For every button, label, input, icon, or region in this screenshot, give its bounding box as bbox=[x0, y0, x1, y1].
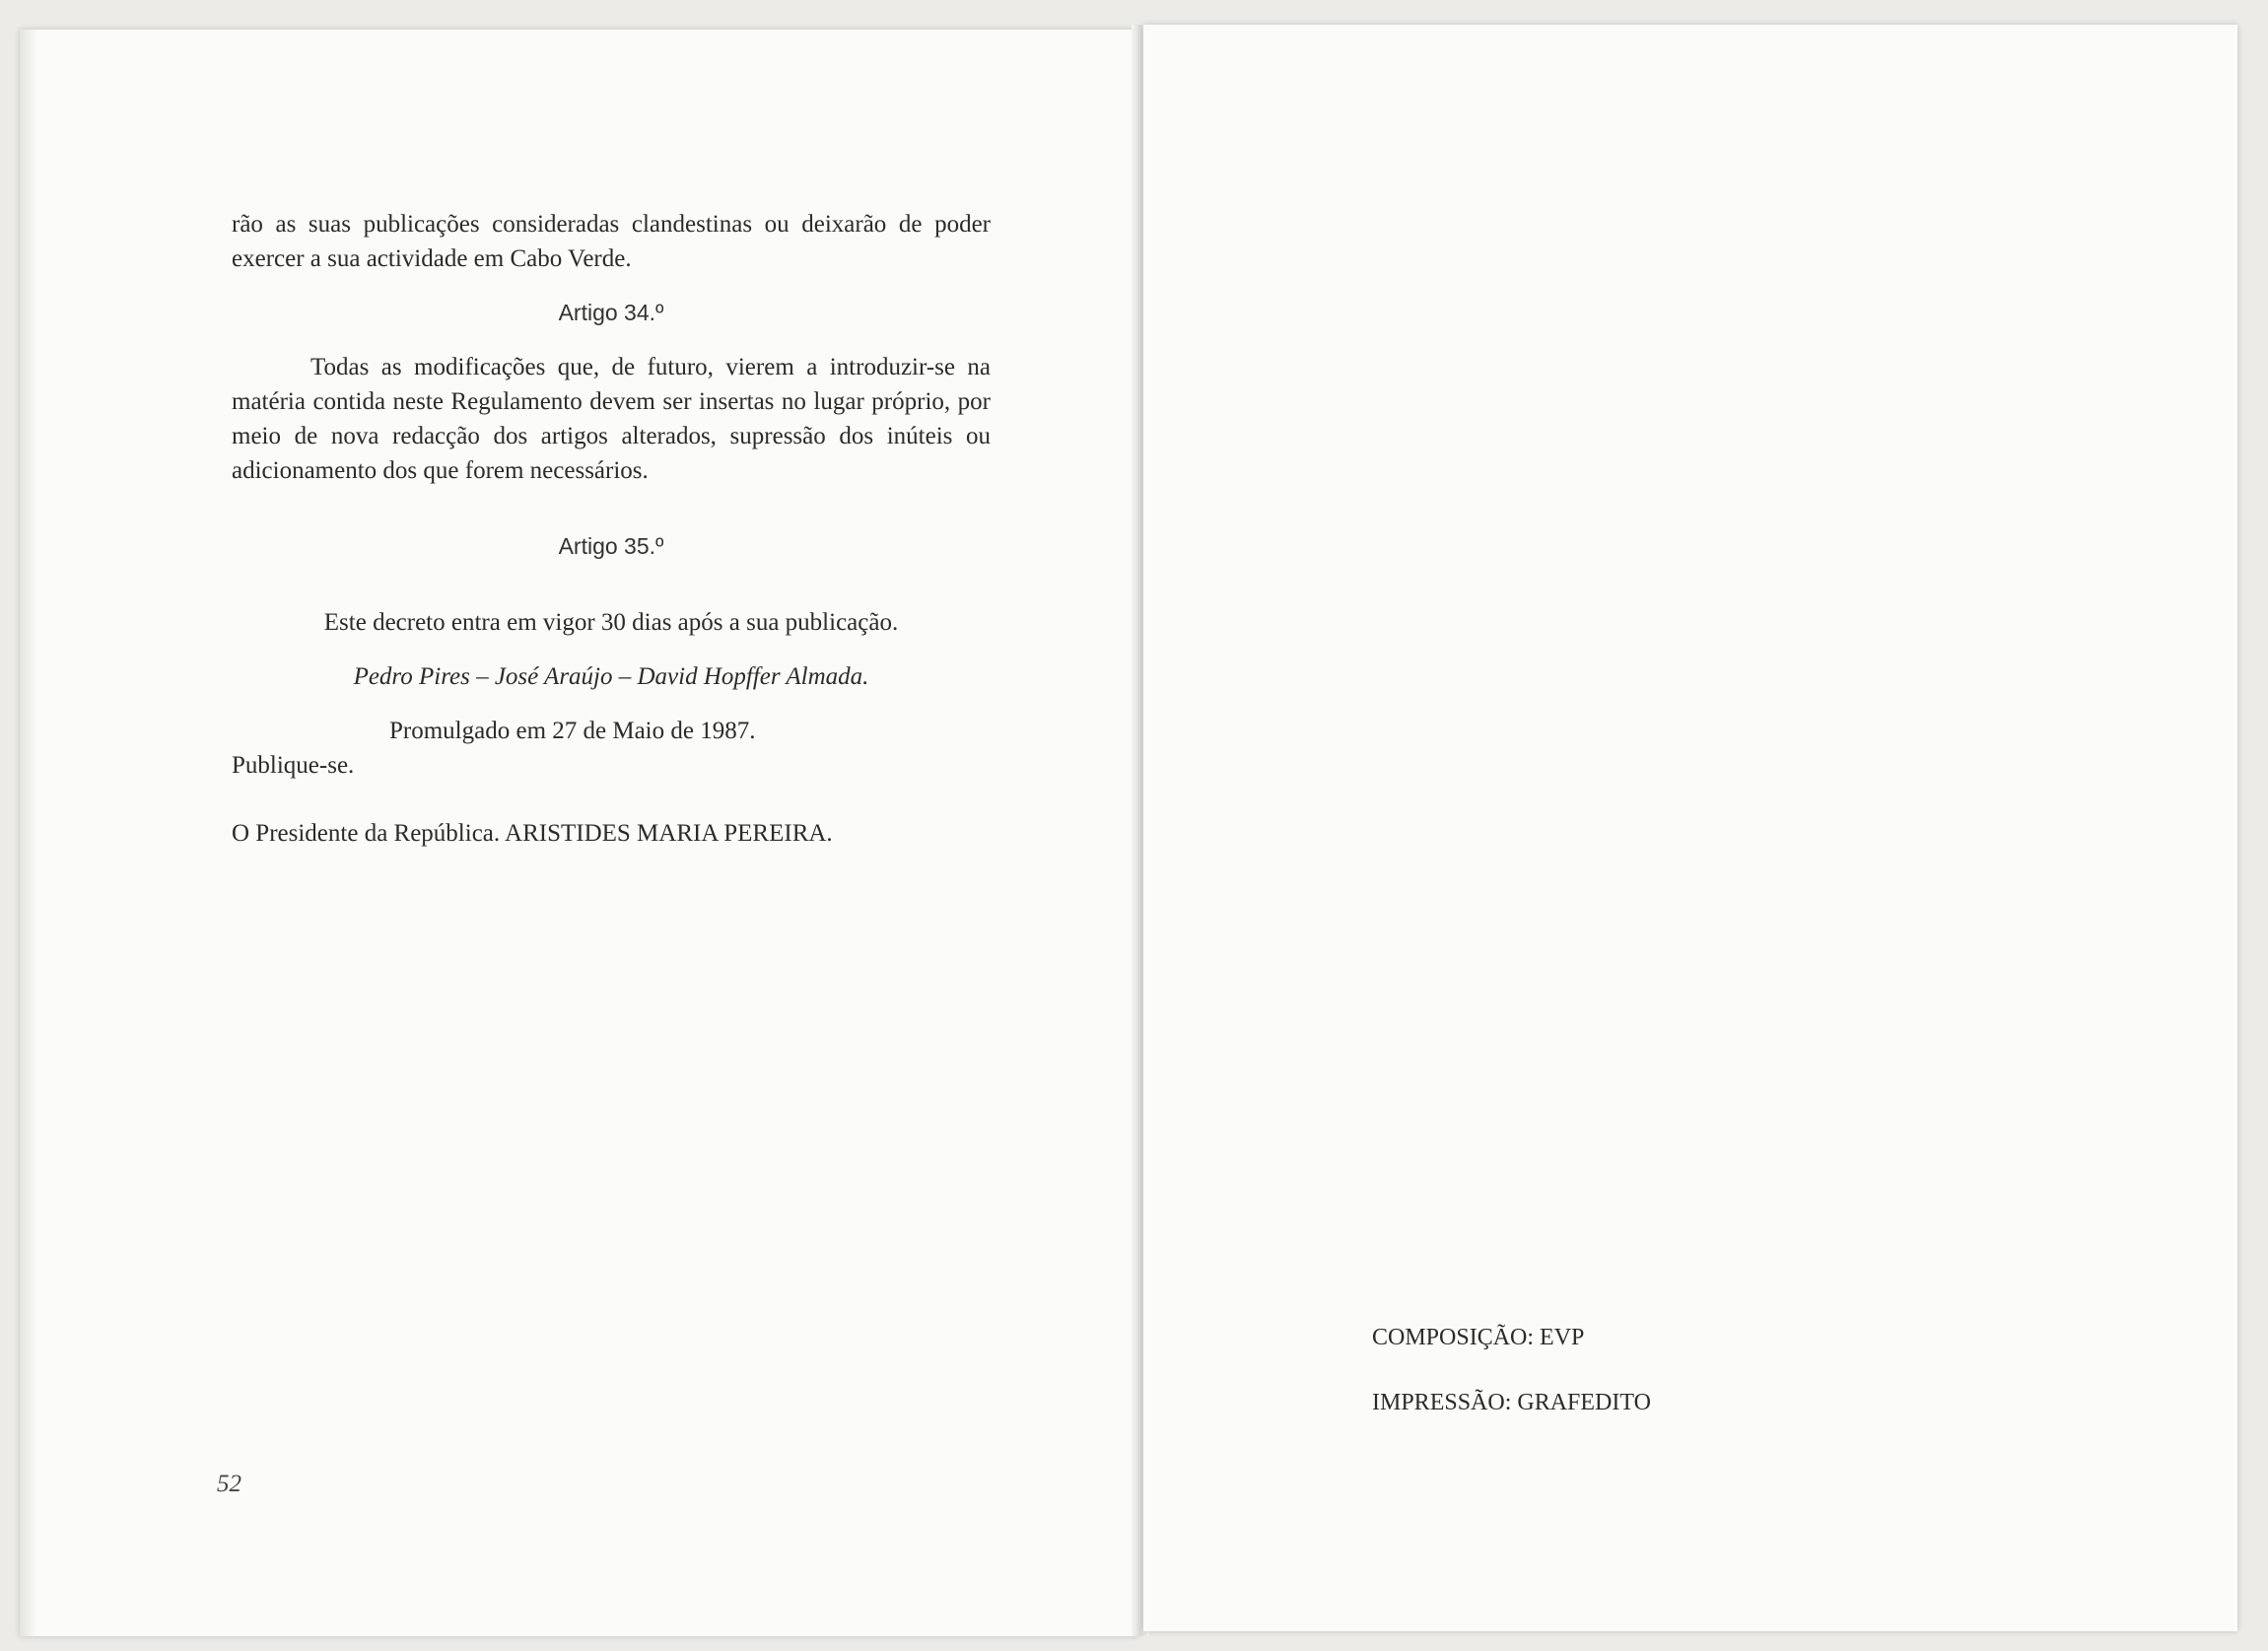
article-34-heading: Artigo 34.º bbox=[558, 300, 664, 325]
article-35-text: Este decreto entra em vigor 30 dias após a sua publicação. bbox=[323, 609, 899, 636]
left-page-text bbox=[232, 207, 991, 851]
article-35-heading: Artigo 35.º bbox=[558, 533, 664, 559]
left-page bbox=[20, 30, 1138, 1636]
promulgation-date: Promulgado em 27 de Maio de 1987. bbox=[389, 718, 756, 744]
page-number: 52 bbox=[217, 1471, 241, 1497]
article-34-text: Todas as modificações que, de futuro, vierem a introduzir-se na matéria contida neste Regulamento devem ser insertas no lugar próprio, por meio de nova redacção dos artigos alterados, supressão dos inúteis ou adicionamento dos que forem necessários. bbox=[232, 354, 991, 484]
printing-credit: IMPRESSÃO: GRAFEDITO bbox=[1372, 1390, 1651, 1415]
composition-credit: COMPOSIÇÃO: EVP bbox=[1372, 1325, 1585, 1350]
president-signature: O Presidente da República. ARISTIDES MARIA PEREIRA. bbox=[232, 820, 833, 847]
signatures: Pedro Pires – José Araújo – David Hopffer Almada. bbox=[353, 663, 869, 690]
publish-order: Publique-se. bbox=[232, 752, 355, 779]
right-page bbox=[1143, 25, 2237, 1631]
colophon bbox=[1372, 1321, 1651, 1451]
paragraph-continuation: rão as suas publicações consideradas clandestinas ou deixarão de poder exercer a sua actividade em Cabo Verde. bbox=[232, 211, 991, 272]
